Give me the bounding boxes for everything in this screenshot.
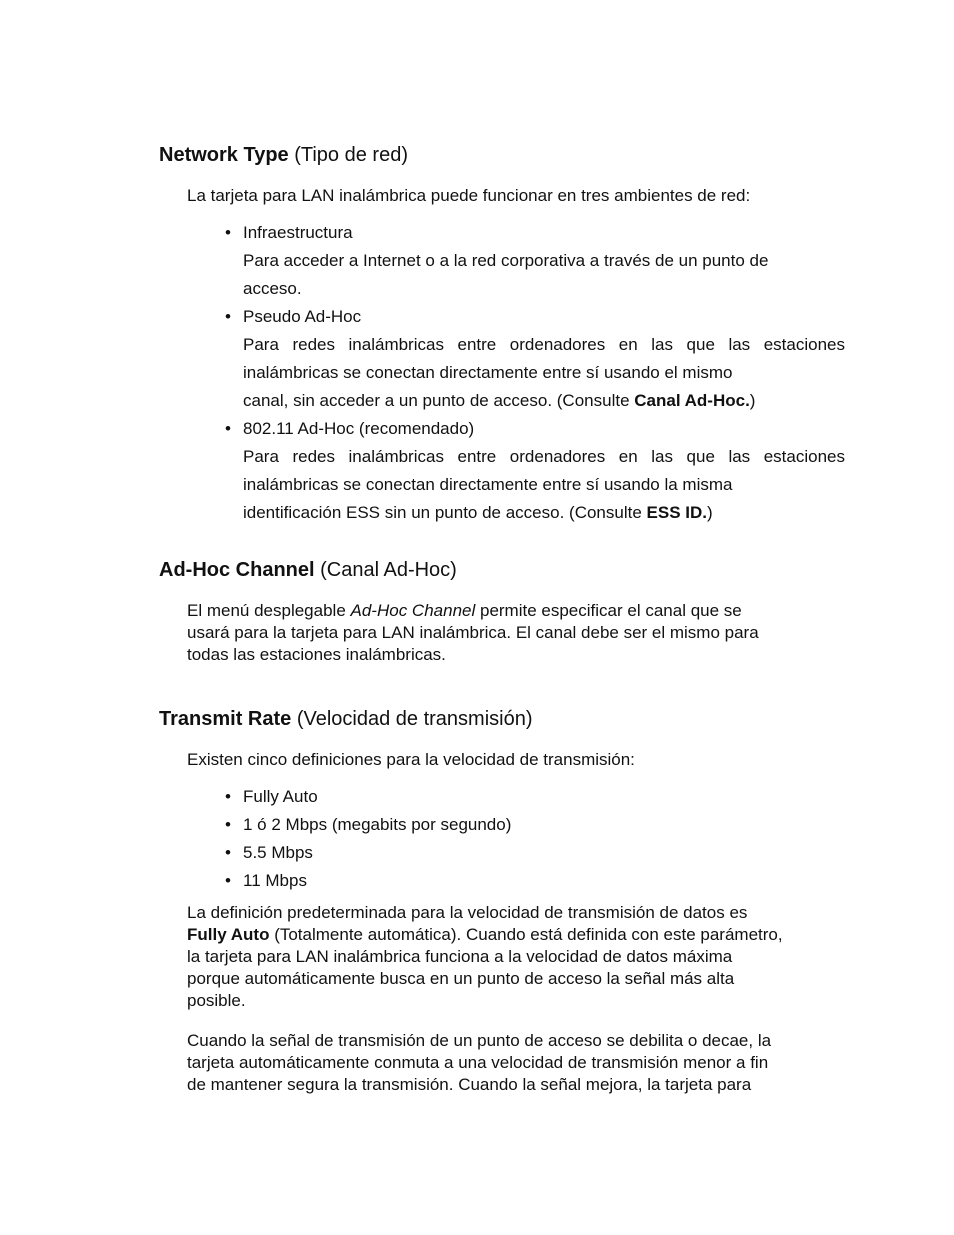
description-line: identificación ESS sin un punto de acceso. (Consulte ESS ID.) (243, 503, 713, 522)
paragraph-line: la tarjeta para LAN inalámbrica funciona a la velocidad de datos máxima (187, 947, 733, 966)
description-line: Para acceder a Internet o a la red corporativa a través de un punto de (243, 251, 769, 270)
paragraph-line: Fully Auto (Totalmente automática). Cuando está definida con este parámetro, (187, 925, 783, 944)
description-line: Para redes inalámbricas entre ordenadores en las que las estaciones (243, 447, 845, 466)
paragraph-line: tarjeta automáticamente conmuta a una velocidad de transmisión menor a fin (187, 1053, 769, 1072)
bullet-label: Infraestructura (243, 223, 353, 242)
paragraph-line: El menú desplegable Ad-Hoc Channel permite especificar el canal que se (187, 601, 742, 620)
paragraph-line: La definición predeterminada para la velocidad de transmisión de datos es (187, 903, 748, 922)
description-line: inalámbricas se conectan directamente entre sí usando la misma (243, 475, 733, 494)
description-line: canal, sin acceder a un punto de acceso. (Consulte Canal Ad-Hoc.) (243, 391, 756, 410)
transmit-rate-paragraph (187, 902, 855, 1012)
description-line: acceso. (243, 279, 302, 298)
paragraph-line: usará para la tarjeta para LAN inalámbrica. El canal debe ser el mismo para (187, 623, 759, 642)
paragraph-line: posible. (187, 991, 246, 1010)
cross-reference: Canal Ad-Hoc. (634, 391, 750, 410)
heading-bold: Network Type (159, 144, 289, 166)
bullet-icon: • (225, 815, 231, 834)
heading-rest: (Canal Ad-Hoc) (314, 559, 457, 581)
bullet-icon: • (225, 419, 231, 438)
heading-rest: (Tipo de red) (288, 144, 408, 166)
cross-reference: ESS ID. (646, 503, 707, 522)
bullet-label: 1 ó 2 Mbps (megabits por segundo) (243, 815, 512, 834)
bullet-icon: • (225, 307, 231, 326)
heading-bold: Transmit Rate (159, 708, 292, 730)
bullet-description (243, 331, 845, 415)
bullet-icon: • (225, 223, 231, 242)
bullet-label: Fully Auto (243, 787, 318, 806)
section-heading-network-type (159, 143, 408, 167)
section-heading-adhoc-channel (159, 558, 457, 582)
bullet-description (243, 247, 828, 303)
transmit-rate-intro: Existen cinco definiciones para la velocidad de transmisión: (187, 750, 635, 769)
bullet-label: 11 Mbps (243, 871, 307, 890)
description-line: inalámbricas se conectan directamente entre sí usando el mismo (243, 363, 733, 382)
transmit-rate-paragraph (187, 1030, 855, 1096)
heading-rest: (Velocidad de transmisión) (291, 708, 533, 730)
description-line: Para redes inalámbricas entre ordenadores en las que las estaciones (243, 335, 845, 354)
paragraph-line: Cuando la señal de transmisión de un punto de acceso se debilita o decae, la (187, 1031, 772, 1050)
bullet-label: 802.11 Ad-Hoc (recomendado) (243, 419, 475, 438)
bullet-label: 5.5 Mbps (243, 843, 313, 862)
heading-bold: Ad-Hoc Channel (159, 559, 315, 581)
bullet-icon: • (225, 871, 231, 890)
network-type-intro: La tarjeta para LAN inalámbrica puede funcionar en tres ambientes de red: (187, 186, 751, 205)
adhoc-channel-paragraph (187, 600, 837, 666)
section-heading-transmit-rate (159, 707, 533, 731)
bullet-icon: • (225, 787, 231, 806)
paragraph-line: de mantener segura la transmisión. Cuando la señal mejora, la tarjeta para (187, 1075, 752, 1094)
paragraph-line: porque automáticamente busca en un punto de acceso la señal más alta (187, 969, 735, 988)
bullet-icon: • (225, 843, 231, 862)
bullet-description (243, 443, 845, 527)
bullet-label: Pseudo Ad-Hoc (243, 307, 362, 326)
paragraph-line: todas las estaciones inalámbricas. (187, 645, 446, 664)
